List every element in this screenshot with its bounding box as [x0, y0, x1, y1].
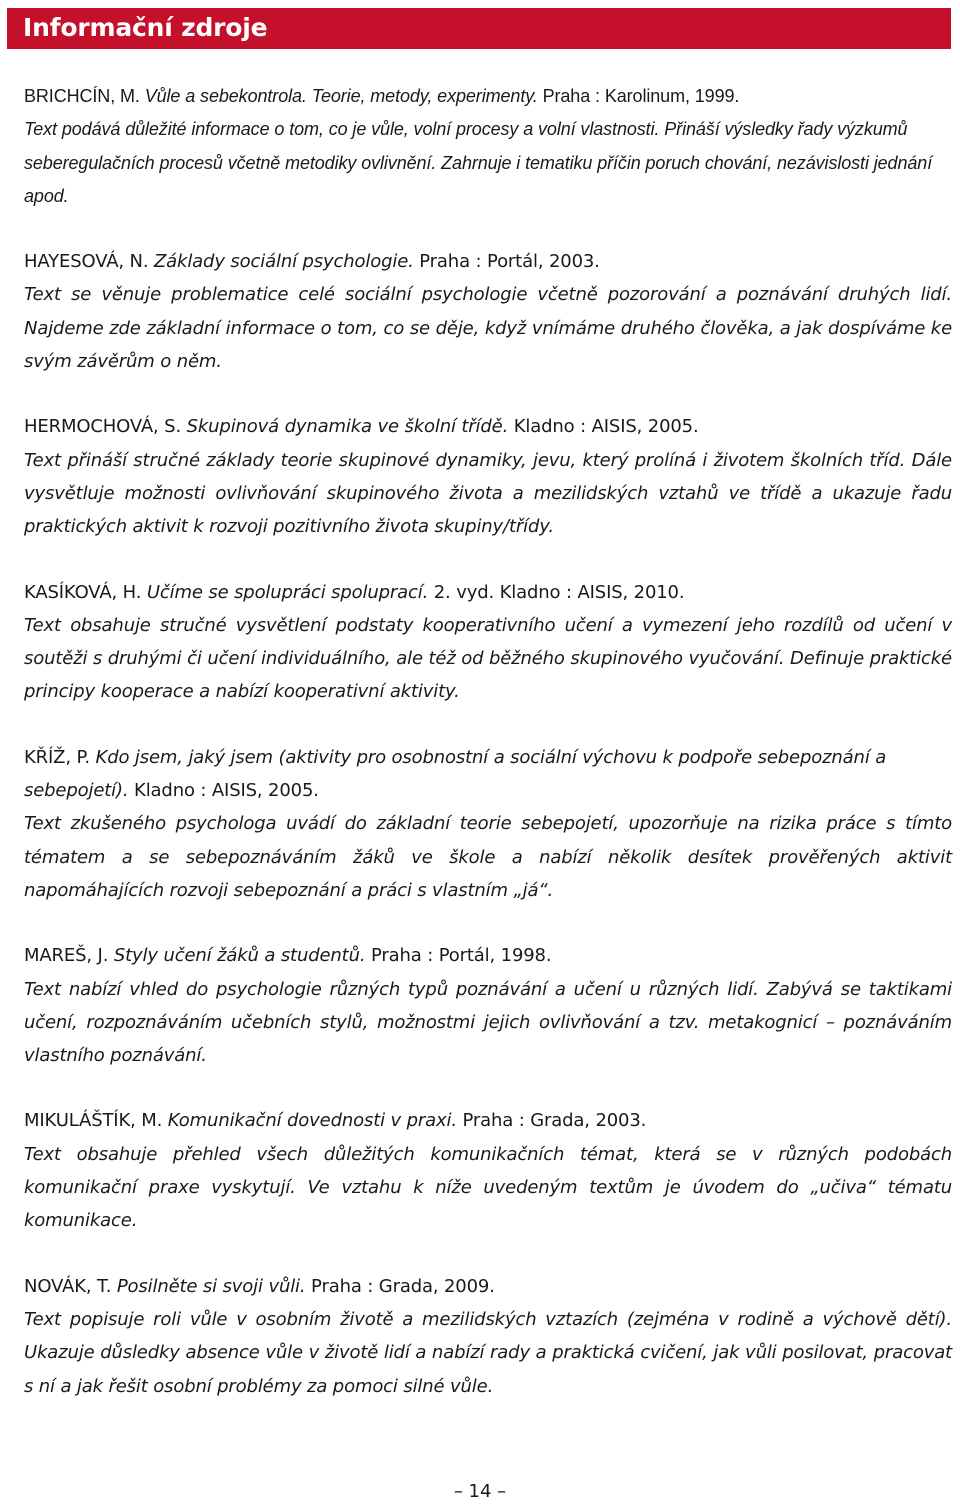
entry-publication: 2. vyd. Kladno : AISIS, 2010.: [428, 581, 685, 603]
entry-publication: Kladno : AISIS, 2005.: [128, 780, 319, 802]
entry-reference: [24, 741, 952, 808]
entry-publication: Praha : Portál, 1998.: [365, 945, 552, 967]
entry-publication: Praha : Portál, 2003.: [413, 251, 600, 273]
entry-description: Text obsahuje přehled všech důležitých komunikačních témat, která se v různých podobách komunikační praxe vyskytují. Ve vztahu k níže uvedeným textům je úvodem do „učiva“ tématu komunikace.: [24, 1143, 952, 1232]
entry-work-title: Základy sociální psychologie.: [153, 251, 414, 273]
entry-work-title: Komunikační dovednosti v praxi.: [167, 1110, 457, 1132]
heading-banner: [7, 8, 951, 49]
entry-description: Text obsahuje stručné vysvětlení podstaty kooperativního učení a vymezení jeho rozdílů od učení v soutěži s druhými či učení individuálního, ale též od běžného skupinového vyučování. Definuje praktické principy kooperace a nabízí kooperativní aktivity.: [24, 614, 952, 703]
entry-reference: [24, 1104, 952, 1137]
bibliography-entry: [24, 576, 952, 709]
entry-author: KŘÍŽ, P.: [24, 746, 96, 768]
entry-publication: Praha : Karolinum, 1999.: [537, 86, 740, 106]
entry-reference: [24, 1270, 952, 1303]
entry-work-title: Styly učení žáků a studentů.: [113, 945, 366, 967]
bibliography-list: [24, 80, 952, 1435]
entry-reference: [24, 939, 952, 972]
entry-publication: Kladno : AISIS, 2005.: [508, 416, 699, 438]
entry-author: NOVÁK, T.: [24, 1275, 117, 1297]
entry-author: MAREŠ, J.: [24, 945, 114, 967]
entry-work-title: Skupinová dynamika ve školní třídě.: [186, 416, 509, 438]
entry-description: Text popisuje roli vůle v osobním životě a mezilidských vztazích (zejména v rodině a výchově dětí). Ukazuje důsledky absence vůle v životě lidí a nabízí rady a praktická cvičení, jak vůli posilovat, pracovat s ní a jak řešit osobní problémy za pomoci silné vůle.: [24, 1308, 952, 1397]
entry-work-title: Posilněte si svoji vůli.: [116, 1275, 306, 1297]
entry-description: Text zkušeného psychologa uvádí do základní teorie sebepojetí, upozorňuje na rizika práce s tímto tématem a se sebepoznáváním žáků ve škole a nabízí několik desítek prověřených aktivit napomáhajících rozvoji sebepoznání a práci s vlastním „já“.: [24, 813, 952, 901]
bibliography-entry: [24, 410, 952, 543]
entry-publication: Praha : Grada, 2003.: [456, 1110, 647, 1132]
page-number: – 14 –: [453, 1481, 507, 1502]
bibliography-entry: [24, 1270, 952, 1403]
entry-work-title: Kdo jsem, jaký jsem (aktivity pro osobnostní a sociální výchovu k podpoře sebepoznání a sebepojetí).: [24, 746, 887, 802]
entry-description: Text podává důležité informace o tom, co je vůle, volní procesy a volní vlastnosti. Přináší výsledky řady výzkumů seberegulačních procesů včetně metodiky ovlivnění. Zahrnuje i tematiku příčin poruch chování, nezávislosti jednání apod.: [24, 119, 933, 206]
entry-reference: [24, 410, 952, 443]
entry-work-title: Učíme se spolupráci spoluprací.: [146, 581, 429, 603]
entry-author: HERMOCHOVÁ, S.: [24, 416, 187, 438]
page-title: Informační zdroje: [23, 13, 268, 42]
entry-reference: [24, 245, 952, 278]
entry-publication: Praha : Grada, 2009.: [305, 1275, 495, 1297]
entry-reference: [24, 576, 952, 609]
bibliography-entry: [24, 1104, 952, 1237]
entry-description: Text nabízí vhled do psychologie různých typů poznávání a učení u různých lidí. Zabývá se taktikami učení, rozpoznáváním učebních stylů, možnostmi jejich ovlivňování a tzv. metakognicí – poznáváním vlastního poznávání.: [24, 978, 952, 1067]
entry-reference: [24, 80, 952, 113]
entry-description: Text přináší stručné základy teorie skupinové dynamiky, jevu, který prolíná i životem školních tříd. Dále vysvětluje možnosti ovlivňování skupinového života a mezilidských vztahů ve třídě a ukazuje řadu praktických aktivit k rozvoji pozitivního života skupiny/třídy.: [24, 449, 952, 538]
bibliography-entry: [24, 80, 952, 213]
entry-description: Text se věnuje problematice celé sociální psychologie včetně pozorování a poznávání druhých lidí. Najdeme zde základní informace o tom, co se děje, když vnímáme druhého člověka, a jak dospíváme ke svým závěrům o něm.: [24, 284, 952, 373]
entry-work-title: Vůle a sebekontrola. Teorie, metody, experimenty.: [144, 86, 538, 106]
entry-author: KASÍKOVÁ, H.: [24, 581, 147, 603]
bibliography-entry: [24, 939, 952, 1072]
bibliography-entry: [24, 741, 952, 907]
entry-author: BRICHCÍN, M.: [24, 86, 145, 106]
bibliography-entry: [24, 245, 952, 378]
entry-author: HAYESOVÁ, N.: [24, 251, 154, 273]
entry-author: MIKULÁŠTÍK, M.: [24, 1110, 168, 1132]
